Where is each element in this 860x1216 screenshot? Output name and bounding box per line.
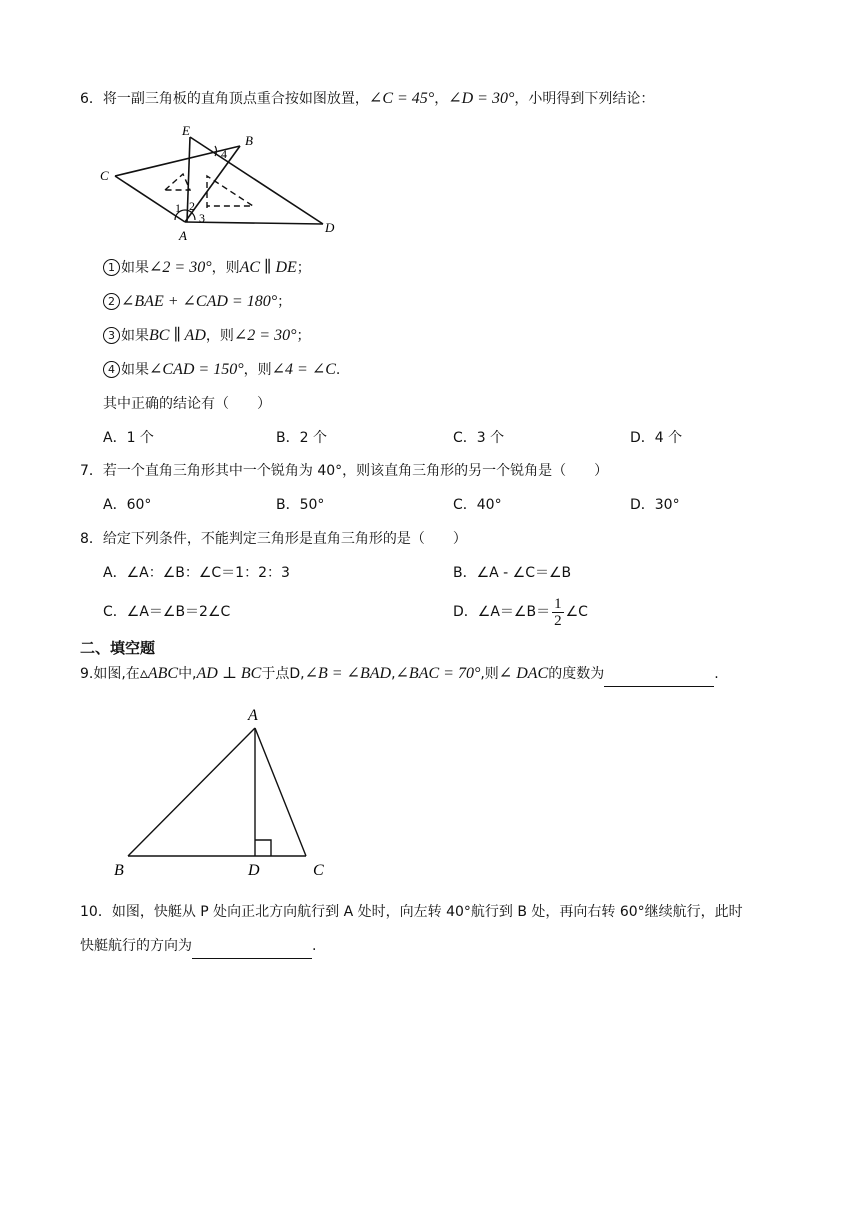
q9-answer-blank[interactable] bbox=[604, 666, 714, 687]
fraction-numerator: 1 bbox=[554, 595, 562, 612]
statement-math: ∠2 = 30° bbox=[149, 259, 212, 276]
q6-option-b[interactable]: B．2 个 bbox=[276, 430, 327, 446]
circle-number: 2 bbox=[103, 293, 120, 310]
statement-text: ； bbox=[277, 294, 292, 310]
q6-label-d: D bbox=[325, 220, 335, 235]
statement-text: . bbox=[335, 362, 341, 378]
q10-answer-blank[interactable] bbox=[192, 938, 312, 959]
q9-label-c: C bbox=[313, 862, 324, 879]
statement-math: ∠BAE + ∠CAD = 180° bbox=[121, 293, 278, 310]
q9-text: . bbox=[714, 666, 719, 682]
statement-math: AC ∥ DE bbox=[239, 259, 297, 276]
q9-label-d: D bbox=[248, 862, 260, 879]
statement-text: 如果 bbox=[121, 260, 149, 276]
q10-text: 快艇航行的方向为 bbox=[80, 938, 192, 954]
q8-stem: 8．给定下列条件，不能判定三角形是直角三角形的是（ ） bbox=[80, 531, 467, 547]
q6-label-1: 1 bbox=[175, 201, 181, 215]
q8-option-b[interactable]: B．∠A - ∠C＝∠B bbox=[453, 565, 572, 581]
q9-text: 于点D, bbox=[261, 666, 305, 682]
statement-text: 如果 bbox=[121, 362, 149, 378]
statement-math: BC ∥ AD bbox=[149, 327, 206, 344]
q6-statement-4 bbox=[103, 360, 340, 380]
q6-label-c: C bbox=[100, 168, 109, 183]
circle-number: 4 bbox=[103, 361, 120, 378]
q9-math: ∠BAC = 70° bbox=[395, 665, 481, 682]
q9-stem bbox=[80, 664, 719, 687]
fraction-denominator: 2 bbox=[554, 612, 562, 629]
q6-stem-b: ，小明得到下列结论： bbox=[514, 91, 655, 107]
q6-angle-c: ∠C = 45° bbox=[368, 90, 435, 107]
statement-text: ，则 bbox=[243, 362, 272, 378]
q9-text: ,则 bbox=[480, 666, 499, 682]
fraction bbox=[552, 596, 564, 629]
circle-number: 1 bbox=[103, 259, 120, 276]
statement-math: ∠CAD = 150° bbox=[149, 361, 244, 378]
q9-text: 中, bbox=[178, 666, 197, 682]
q10-text: . bbox=[312, 938, 317, 954]
q7-option-c[interactable]: C．40° bbox=[453, 497, 502, 513]
q7-option-b[interactable]: B．50° bbox=[276, 497, 325, 513]
q9-math: AD ⊥ BC bbox=[196, 665, 262, 682]
q7-option-a[interactable]: A．60° bbox=[103, 497, 152, 513]
q7-stem: 7．若一个直角三角形其中一个锐角为 40°，则该直角三角形的另一个锐角是（ ） bbox=[80, 463, 609, 479]
q10-line-1: 10．如图，快艇从 P 处向正北方向航行到 A 处时，向左转 40°航行到 B 处，再向右转 60°继续航行，此时 bbox=[80, 904, 743, 920]
q6-prompt: 其中正确的结论有（ ） bbox=[103, 396, 271, 412]
statement-math: ∠2 = 30° bbox=[233, 327, 297, 344]
q9-text: , bbox=[391, 666, 396, 682]
statement-text: ； bbox=[296, 260, 311, 276]
q8-option-a[interactable]: A．∠A：∠B：∠C＝1：2：3 bbox=[103, 565, 290, 581]
q9-text: 的度数为 bbox=[548, 666, 605, 682]
q9-math: ▵ABC bbox=[139, 665, 179, 682]
q6-dashed-triangle-right bbox=[207, 176, 253, 208]
q6-label-b: B bbox=[245, 133, 253, 148]
statement-text: ，则 bbox=[205, 328, 234, 344]
q6-option-c[interactable]: C．3 个 bbox=[453, 430, 505, 446]
q6-sep: ， bbox=[434, 91, 449, 107]
q6-label-e: E bbox=[182, 123, 190, 138]
circle-number: 3 bbox=[103, 327, 120, 344]
q6-label-a: A bbox=[179, 228, 187, 243]
q8-option-d[interactable] bbox=[453, 592, 588, 632]
q6-angle-d: ∠D = 30° bbox=[448, 90, 515, 107]
q6-label-4: 4 bbox=[221, 147, 227, 161]
q9-line-ba bbox=[128, 728, 255, 856]
q9-right-angle-mark bbox=[255, 840, 271, 856]
q9-text: 9.如图,在 bbox=[80, 666, 140, 682]
q6-line-ca bbox=[115, 176, 185, 222]
statement-text: 如果 bbox=[121, 328, 149, 344]
q6-label-2: 2 bbox=[189, 199, 195, 213]
q9-math: ∠ DAC bbox=[498, 665, 549, 682]
q8-option-c[interactable]: C．∠A＝∠B＝2∠C bbox=[103, 604, 231, 620]
q10-line-2 bbox=[80, 936, 316, 959]
statement-text: ，则 bbox=[211, 260, 240, 276]
q6-stem bbox=[80, 89, 654, 109]
q6-stem-a: 6．将一副三角板的直角顶点重合按如图放置， bbox=[80, 91, 369, 107]
q6-statement-1 bbox=[103, 258, 311, 278]
q7-option-d[interactable]: D．30° bbox=[630, 497, 680, 513]
q8-option-d-post: ∠C bbox=[565, 604, 588, 620]
q8-option-d-pre: D．∠A＝∠B＝ bbox=[453, 604, 551, 620]
statement-text: ； bbox=[296, 328, 311, 344]
q9-math: ∠B = ∠BAD bbox=[304, 665, 392, 682]
q6-line-ad bbox=[185, 222, 323, 224]
statement-math: ∠4 = ∠C bbox=[271, 361, 336, 378]
q6-option-d[interactable]: D．4 个 bbox=[630, 430, 683, 446]
q6-option-a[interactable]: A．1 个 bbox=[103, 430, 154, 446]
q6-line-ed bbox=[190, 137, 323, 224]
q6-statement-2 bbox=[103, 292, 291, 312]
q6-statement-3 bbox=[103, 326, 310, 346]
q9-label-a: A bbox=[248, 707, 258, 724]
q6-label-3: 3 bbox=[199, 211, 205, 225]
section-title: 二、填空题 bbox=[80, 639, 156, 657]
q9-label-b: B bbox=[114, 862, 124, 879]
q9-line-ac bbox=[255, 728, 306, 856]
q6-figure bbox=[95, 120, 345, 245]
q6-dashed-triangle-left bbox=[165, 174, 190, 190]
q9-figure bbox=[108, 700, 338, 885]
